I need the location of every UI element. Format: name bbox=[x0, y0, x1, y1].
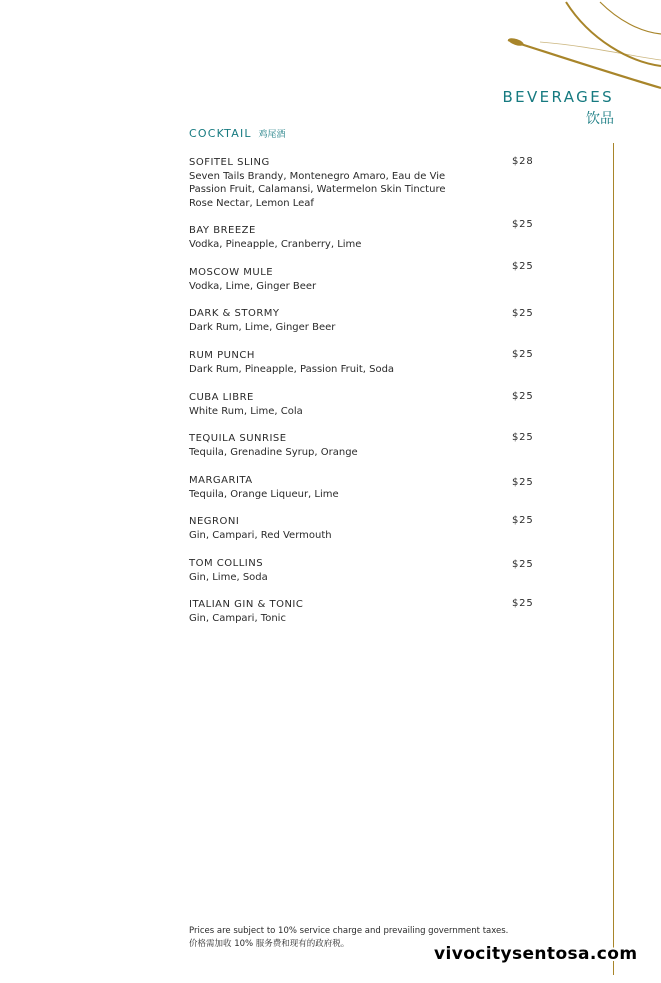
item-name: TOM COLLINS bbox=[189, 558, 264, 569]
menu-item bbox=[189, 391, 539, 418]
item-description bbox=[189, 170, 539, 211]
footer-note-en: Prices are subject to 10% service charge and prevailing government taxes. bbox=[189, 926, 509, 936]
item-price: $25 bbox=[512, 308, 534, 319]
item-description bbox=[189, 446, 539, 460]
item-name: SOFITEL SLING bbox=[189, 157, 270, 168]
item-price: $25 bbox=[512, 598, 534, 609]
item-desc-line: Dark Rum, Lime, Ginger Beer bbox=[189, 321, 336, 333]
menu-item bbox=[189, 349, 539, 376]
page-title: BEVERAGES bbox=[502, 88, 614, 106]
item-description bbox=[189, 321, 539, 335]
item-name: ITALIAN GIN & TONIC bbox=[189, 599, 304, 610]
item-desc-line: White Rum, Lime, Cola bbox=[189, 405, 303, 417]
menu-item bbox=[189, 515, 539, 542]
item-desc-line: Gin, Campari, Tonic bbox=[189, 612, 286, 624]
item-desc-line: Passion Fruit, Calamansi, Watermelon Skin Tincture bbox=[189, 184, 446, 195]
item-description bbox=[189, 488, 539, 502]
item-name: TEQUILA SUNRISE bbox=[189, 433, 287, 444]
menu-item bbox=[189, 156, 539, 210]
watermark-text: vivocitysentosa.com bbox=[434, 944, 638, 964]
item-name: CUBA LIBRE bbox=[189, 392, 254, 403]
item-description bbox=[189, 238, 539, 252]
item-description bbox=[189, 280, 539, 294]
footer-note-cn: 价格需加收 10% 服务费和现有的政府税。 bbox=[189, 939, 350, 949]
section-title: COCKTAIL bbox=[189, 127, 252, 140]
menu-item bbox=[189, 598, 539, 625]
item-name: RUM PUNCH bbox=[189, 350, 255, 361]
menu-item bbox=[189, 474, 539, 501]
menu-item bbox=[189, 266, 539, 293]
item-desc-line: Vodka, Pineapple, Cranberry, Lime bbox=[189, 238, 362, 250]
section-heading bbox=[189, 127, 285, 140]
item-price: $25 bbox=[512, 477, 534, 488]
item-description bbox=[189, 571, 539, 585]
item-price: $25 bbox=[512, 559, 534, 570]
item-description bbox=[189, 612, 539, 626]
item-price: $25 bbox=[512, 432, 534, 443]
menu-item bbox=[189, 307, 539, 334]
item-name: BAY BREEZE bbox=[189, 225, 256, 236]
item-desc-line: Dark Rum, Pineapple, Passion Fruit, Soda bbox=[189, 363, 395, 375]
item-desc-line: Tequila, Orange Liqueur, Lime bbox=[189, 488, 339, 500]
item-price: $28 bbox=[512, 156, 534, 167]
item-name: DARK & STORMY bbox=[189, 308, 280, 319]
item-desc-line: Rose Nectar, Lemon Leaf bbox=[189, 197, 314, 209]
item-name: MOSCOW MULE bbox=[189, 267, 274, 278]
item-desc-line: Tequila, Grenadine Syrup, Orange bbox=[189, 446, 358, 458]
item-desc-line: Seven Tails Brandy, Montenegro Amaro, Eau de Vie bbox=[189, 170, 446, 182]
gold-swirl-decoration bbox=[0, 0, 661, 100]
item-price: $25 bbox=[512, 219, 534, 230]
page-subtitle-cn: 饮品 bbox=[586, 111, 614, 127]
item-price: $25 bbox=[512, 349, 534, 360]
item-desc-line: Gin, Campari, Red Vermouth bbox=[189, 529, 332, 541]
item-description bbox=[189, 363, 539, 377]
item-price: $25 bbox=[512, 391, 534, 402]
item-price: $25 bbox=[512, 261, 534, 272]
item-price: $25 bbox=[512, 515, 534, 526]
section-title-cn: 鸡尾酒 bbox=[258, 130, 286, 140]
item-name: NEGRONI bbox=[189, 516, 240, 527]
item-description bbox=[189, 405, 539, 419]
menu-item bbox=[189, 432, 539, 459]
item-name: MARGARITA bbox=[189, 475, 253, 486]
gold-divider-line bbox=[613, 143, 614, 975]
menu-item bbox=[189, 557, 539, 584]
item-description bbox=[189, 529, 539, 543]
item-desc-line: Gin, Lime, Soda bbox=[189, 571, 268, 583]
menu-item bbox=[189, 224, 539, 251]
item-desc-line: Vodka, Lime, Ginger Beer bbox=[189, 280, 317, 292]
